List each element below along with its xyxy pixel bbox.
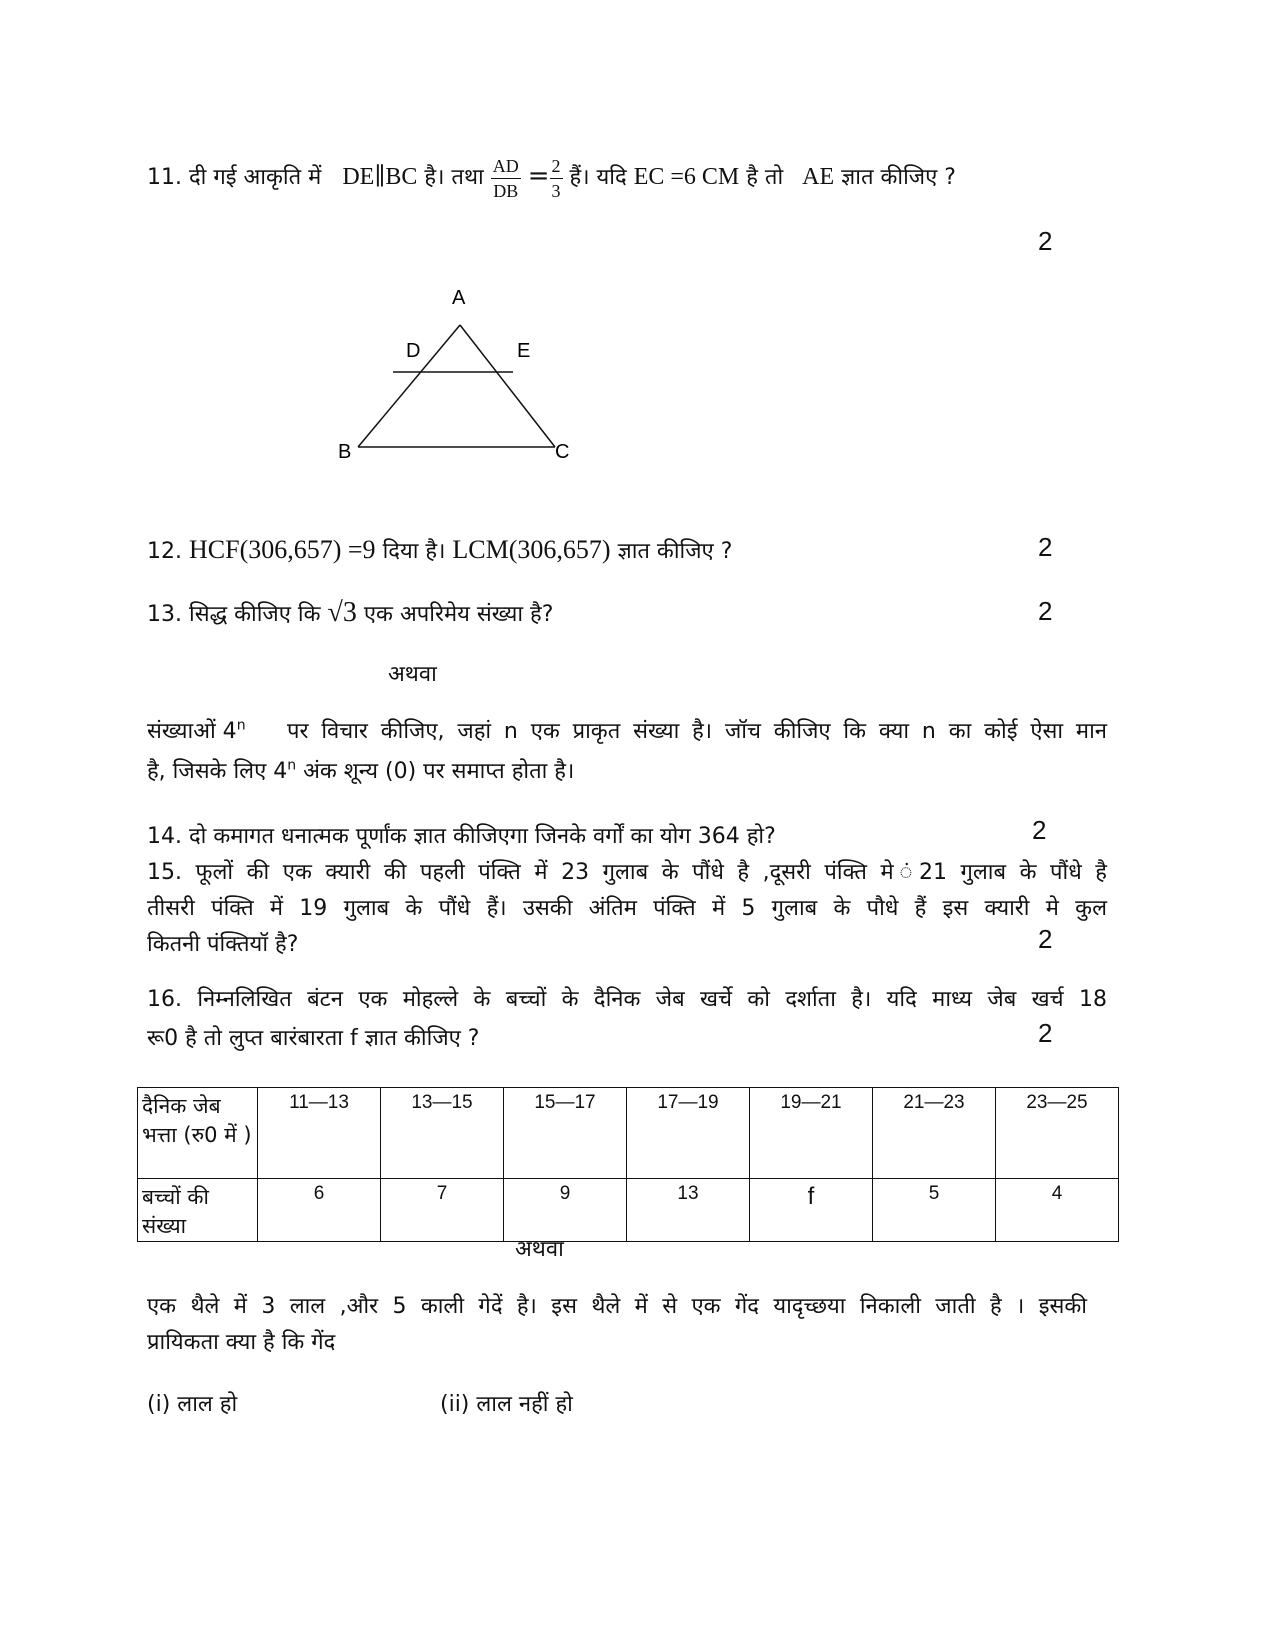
question-15-line3: कितनी पंक्तियॉ है? [147,932,299,957]
question-14: 14. दो कमागत धनात्मक पूर्णांक ज्ञात कीजिएगा जिनके वर्गों का योग 364 हो? [147,824,776,849]
alt-question-13-line2: है, जिसके लिए 4$^n$ अंक शून्य (0) पर समाप्त होता है। [147,757,575,784]
option-1: (i) लाल हो [147,1392,238,1417]
interval-cell: 19—21 [750,1088,873,1179]
marks: 2 [1038,924,1053,954]
marks: 2 [1038,532,1053,562]
question-15-line1: 15. फूलों की एक क्यारी की पहली पंक्ति में 23 गुलाब के पौंधे है ,दूसरी पंक्ति मे ं21 गुलाब के पौंधे है [147,860,1107,885]
triangle-figure [330,280,590,470]
row-header: दैनिक जेब भत्ता (रु0 में ) [138,1088,258,1179]
or-separator: अथवा [515,1237,564,1262]
count-cell: 9 [504,1179,627,1242]
interval-cell: 17—19 [627,1088,750,1179]
question-number: 14. [147,824,182,849]
vertex-b-label: B [338,441,352,463]
point-e-label: E [517,340,531,362]
sqrt-three: √3 [327,597,357,628]
count-cell: 6 [258,1179,381,1242]
count-cell: f [750,1179,873,1242]
alt-question-16-line2: प्रायिकता क्या है कि गेंद [147,1330,336,1355]
marks: 2 [1038,1018,1053,1048]
option-2: (ii) लाल नहीं हो [440,1392,573,1417]
table-row [138,1088,1119,1179]
marks: 2 [1032,815,1047,845]
count-cell: 7 [381,1179,504,1242]
question-number: 13. [147,602,182,627]
point-d-label: D [406,340,421,362]
question-13: 13. सिद्ध कीजिए कि √3 एक अपरिमेय संख्या है? [147,597,554,628]
count-cell: 13 [627,1179,750,1242]
interval-cell: 11—13 [258,1088,381,1179]
interval-cell: 15—17 [504,1088,627,1179]
side-ac [460,325,555,447]
or-separator: अथवा [388,662,437,687]
table-row [138,1179,1119,1242]
marks: 2 [1038,226,1053,256]
question-number: 12. [147,539,182,564]
question-16-line2: रू0 है तो लुप्त बारंबारता f ज्ञात कीजिए ? [147,1026,480,1051]
vertex-c-label: C [555,441,570,463]
pocket-money-table [137,1087,1119,1242]
alt-question-16-line1: एक थैले में 3 लाल ,और 5 काली गेदें है। इस थैले में से एक गेंद यादृच्छया निकाली जाती है । इसकी [147,1294,1087,1319]
question-11: 11. दी गई आकृति में DE∥BC है। तथा $\frac{AD}{DB}$ = $\frac{2}{3}$ हैं। यदि EC =6 CM है तो AE ज्ञात कीजिए ? [147,155,956,201]
vertex-a-label: A [452,287,466,309]
question-number: 11. [147,165,182,190]
fraction-two-thirds: $\frac{2}{3}$ [551,155,561,201]
row-header: बच्चों की संख्या [138,1179,258,1242]
question-16-line1: 16. निम्नलिखित बंटन एक मोहल्ले के बच्चों के दैनिक जेब खर्चे को दर्शाता है। यदि माध्य जेब खर्च 18 [147,987,1107,1012]
interval-cell: 13—15 [381,1088,504,1179]
marks: 2 [1038,596,1053,626]
question-15-line2: तीसरी पंक्ति में 19 गुलाब के पौंधे हैं। उसकी अंतिम पंक्ति में 5 गुलाब के पौधे हैं इस क्यारी मे कुल [147,896,1107,921]
interval-cell: 21—23 [873,1088,996,1179]
interval-cell: 23—25 [996,1088,1119,1179]
question-12: 12. HCF(306,657) =9 दिया है। LCM(306,657) ज्ञात कीजिए ? [147,535,733,564]
alt-question-13-line1: संख्याओं 4$^n$ पर विचार कीजिए, जहां n एक प्राकृत संख्या है। जॉच कीजिए कि क्या n का कोई ऐसा मान [147,717,1107,744]
count-cell: 5 [873,1179,996,1242]
fraction-ad-db: $\frac{AD}{DB}$ [492,155,519,201]
count-cell: 4 [996,1179,1119,1242]
